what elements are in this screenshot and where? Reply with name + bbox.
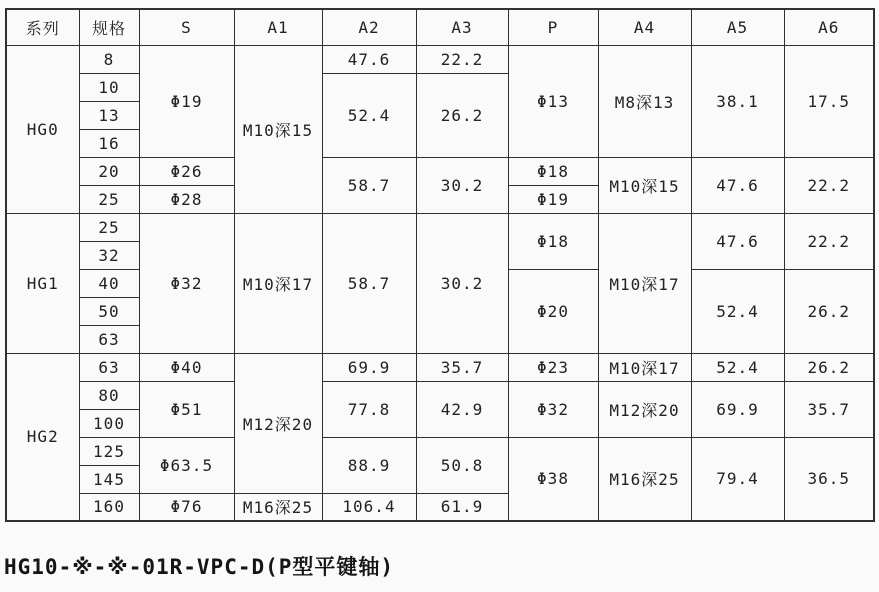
dimension-spec-table: [5, 8, 875, 522]
table-cell: 77.8: [322, 381, 416, 437]
table-cell: 17.5: [784, 45, 874, 157]
spec-cell: 40: [79, 269, 139, 297]
table-cell: Φ23: [508, 353, 598, 381]
table-cell: 47.6: [691, 213, 784, 269]
table-row: [6, 381, 874, 409]
table-cell: 58.7: [322, 157, 416, 213]
spec-cell: 80: [79, 381, 139, 409]
table-cell: 30.2: [416, 157, 508, 213]
table-cell: 22.2: [784, 213, 874, 269]
table-cell: Φ28: [139, 185, 234, 213]
header-a5: A5: [691, 9, 784, 45]
table-cell: Φ40: [139, 353, 234, 381]
table-cell: Φ76: [139, 493, 234, 521]
spec-cell: 25: [79, 185, 139, 213]
series-cell: HG2: [6, 353, 79, 521]
table-cell: 22.2: [784, 157, 874, 213]
table-cell: 50.8: [416, 437, 508, 493]
table-row: [6, 213, 874, 241]
series-cell: HG0: [6, 45, 79, 213]
table-cell: 52.4: [322, 73, 416, 157]
series-cell: HG1: [6, 213, 79, 353]
table-cell: Φ32: [508, 381, 598, 437]
header-p: P: [508, 9, 598, 45]
spec-cell: 63: [79, 325, 139, 353]
table-cell: 52.4: [691, 269, 784, 353]
table-cell: Φ18: [508, 157, 598, 185]
table-cell: Φ19: [508, 185, 598, 213]
spec-cell: 16: [79, 129, 139, 157]
spec-cell: 50: [79, 297, 139, 325]
table-cell: 47.6: [322, 45, 416, 73]
table-cell: 26.2: [416, 73, 508, 157]
table-cell: 52.4: [691, 353, 784, 381]
header-spec: 规格: [79, 9, 139, 45]
table-cell: 30.2: [416, 213, 508, 353]
table-cell: Φ26: [139, 157, 234, 185]
table-cell: Φ13: [508, 45, 598, 157]
table-cell: 35.7: [416, 353, 508, 381]
spec-cell: 32: [79, 241, 139, 269]
table-cell: 88.9: [322, 437, 416, 493]
header-series: 系列: [6, 9, 79, 45]
table-cell: M10深17: [234, 213, 322, 353]
table-cell: M16深25: [598, 437, 691, 521]
spec-cell: 8: [79, 45, 139, 73]
table-cell: 69.9: [691, 381, 784, 437]
table-cell: Φ51: [139, 381, 234, 437]
header-s: S: [139, 9, 234, 45]
table-cell: M12深20: [234, 353, 322, 493]
model-code-caption: HG10-※-※-01R-VPC-D(P型平键轴): [4, 555, 395, 579]
table-row: [6, 353, 874, 381]
table-cell: 106.4: [322, 493, 416, 521]
table-row: [6, 157, 874, 185]
spec-cell: 160: [79, 493, 139, 521]
table-cell: Φ63.5: [139, 437, 234, 493]
header-a1: A1: [234, 9, 322, 45]
table-cell: M16深25: [234, 493, 322, 521]
table-cell: Φ32: [139, 213, 234, 353]
table-row: [6, 437, 874, 465]
table-header-row: [6, 9, 874, 45]
spec-cell: 145: [79, 465, 139, 493]
header-a3: A3: [416, 9, 508, 45]
spec-cell: 63: [79, 353, 139, 381]
table-cell: 22.2: [416, 45, 508, 73]
table-cell: 58.7: [322, 213, 416, 353]
table-cell: 38.1: [691, 45, 784, 157]
spec-cell: 25: [79, 213, 139, 241]
table-cell: 47.6: [691, 157, 784, 213]
table-cell: 42.9: [416, 381, 508, 437]
table-cell: Φ20: [508, 269, 598, 353]
table-cell: M10深17: [598, 353, 691, 381]
header-a2: A2: [322, 9, 416, 45]
header-a6: A6: [784, 9, 874, 45]
spec-cell: 125: [79, 437, 139, 465]
spec-cell: 100: [79, 409, 139, 437]
table-cell: Φ38: [508, 437, 598, 521]
table-cell: 69.9: [322, 353, 416, 381]
header-a4: A4: [598, 9, 691, 45]
table-row: [6, 45, 874, 73]
table-cell: Φ19: [139, 45, 234, 157]
table-cell: M10深15: [598, 157, 691, 213]
spec-cell: 20: [79, 157, 139, 185]
table-cell: 26.2: [784, 269, 874, 353]
spec-cell: 10: [79, 73, 139, 101]
table-cell: M8深13: [598, 45, 691, 157]
table-cell: 79.4: [691, 437, 784, 521]
table-cell: M12深20: [598, 381, 691, 437]
table-cell: 61.9: [416, 493, 508, 521]
table-cell: M10深15: [234, 45, 322, 213]
table-cell: 36.5: [784, 437, 874, 521]
table-cell: 26.2: [784, 353, 874, 381]
table-cell: Φ18: [508, 213, 598, 269]
table-cell: M10深17: [598, 213, 691, 353]
spec-cell: 13: [79, 101, 139, 129]
table-cell: 35.7: [784, 381, 874, 437]
